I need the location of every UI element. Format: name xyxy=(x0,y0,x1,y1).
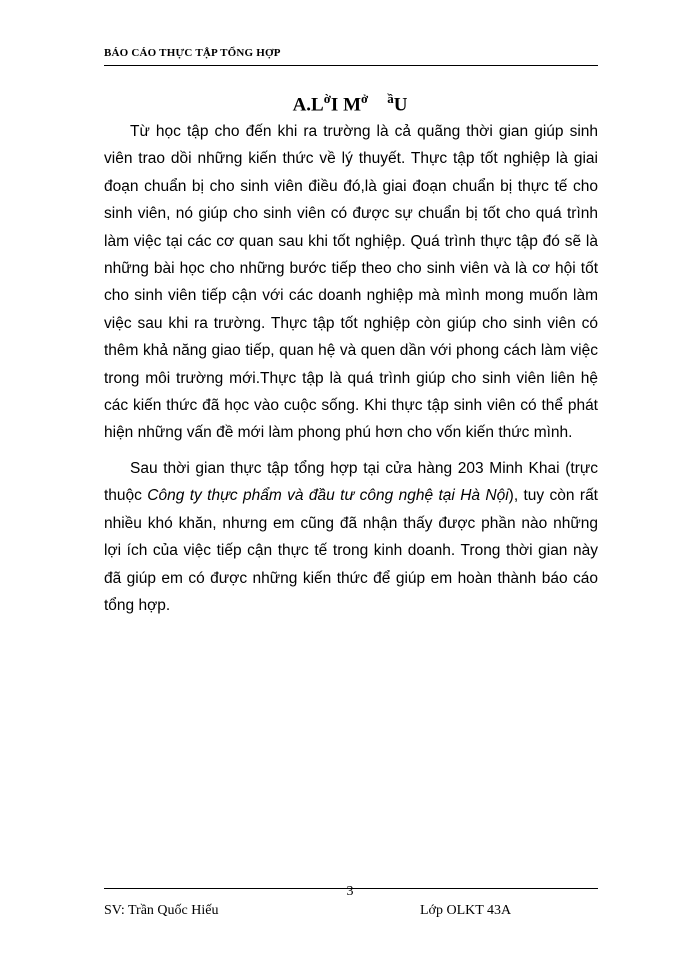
section-title xyxy=(0,91,700,116)
company-name: Công ty thực phẩm và đầu tư công nghệ tại Hà Nội xyxy=(147,487,509,505)
paragraph-1: Từ học tập cho đến khi ra trường là cả quãng thời gian giúp sinh viên trao dồi những kiến thức về lý thuyết. Thực tập tốt nghiệp là giai đoạn chuẩn bị cho sinh viên điều đó,là giai đoạn chuẩn bị thực tế cho sinh viên, nó giúp cho sinh viên có được sự chuẩn bị tốt cho quá trình làm việc tại các cơ quan sau khi tốt nghiệp. Quá trình thực tập đó sẽ là những bài học cho những bước tiếp theo cho sinh viên và là cơ hội tốt cho sinh viên tiếp cận với các doanh nghiệp mà mình mong muốn làm việc sau khi ra trường. Thực tập tốt nghiệp còn giúp cho sinh viên có thêm khả năng giao tiếp, quan hệ và quen dần với phong cách làm việc trong môi trường mới.Thực tập là quá trình giúp cho sinh viên liên hệ các kiến thức đã học vào cuộc sống. Khi thực tập sinh viên có thể phát hiện những vấn đề mới làm phong phú hơn cho vốn kiến thức mình. xyxy=(104,123,598,442)
paragraph-2-before: Sau thời gian thực tập tổng hợp tại cửa hàng 203 Minh Khai (trực thuộc xyxy=(104,459,598,505)
header-divider xyxy=(104,65,598,66)
title-part-3: U xyxy=(393,94,408,116)
student-name: SV: Trần Quốc Hiếu xyxy=(104,903,219,918)
title-part-2: I M xyxy=(330,94,361,116)
class-name: Lớp OLKT 43A xyxy=(420,903,512,918)
report-header: BÁO CÁO THỰC TẬP TỔNG HỢP xyxy=(104,47,281,59)
title-sup-3: ầ xyxy=(387,91,394,106)
paragraph-2 xyxy=(104,455,598,619)
page-number: 3 xyxy=(346,884,354,899)
title-part-1: A.L xyxy=(292,94,324,116)
paragraph-2-after: ), tuy còn rất nhiều khó khăn, nhưng em cũng đã nhận thấy được phần nào những lợi ích của việc tiếp cận thực tế trong kinh doanh. Trong thời gian này đã giúp em có được những kiến thức để giúp em hoàn thành báo cáo tổng hợp. xyxy=(104,487,598,614)
title-sup-2: ở xyxy=(361,91,369,106)
title-sup-1: ờ xyxy=(323,91,331,106)
body-text xyxy=(104,118,598,619)
